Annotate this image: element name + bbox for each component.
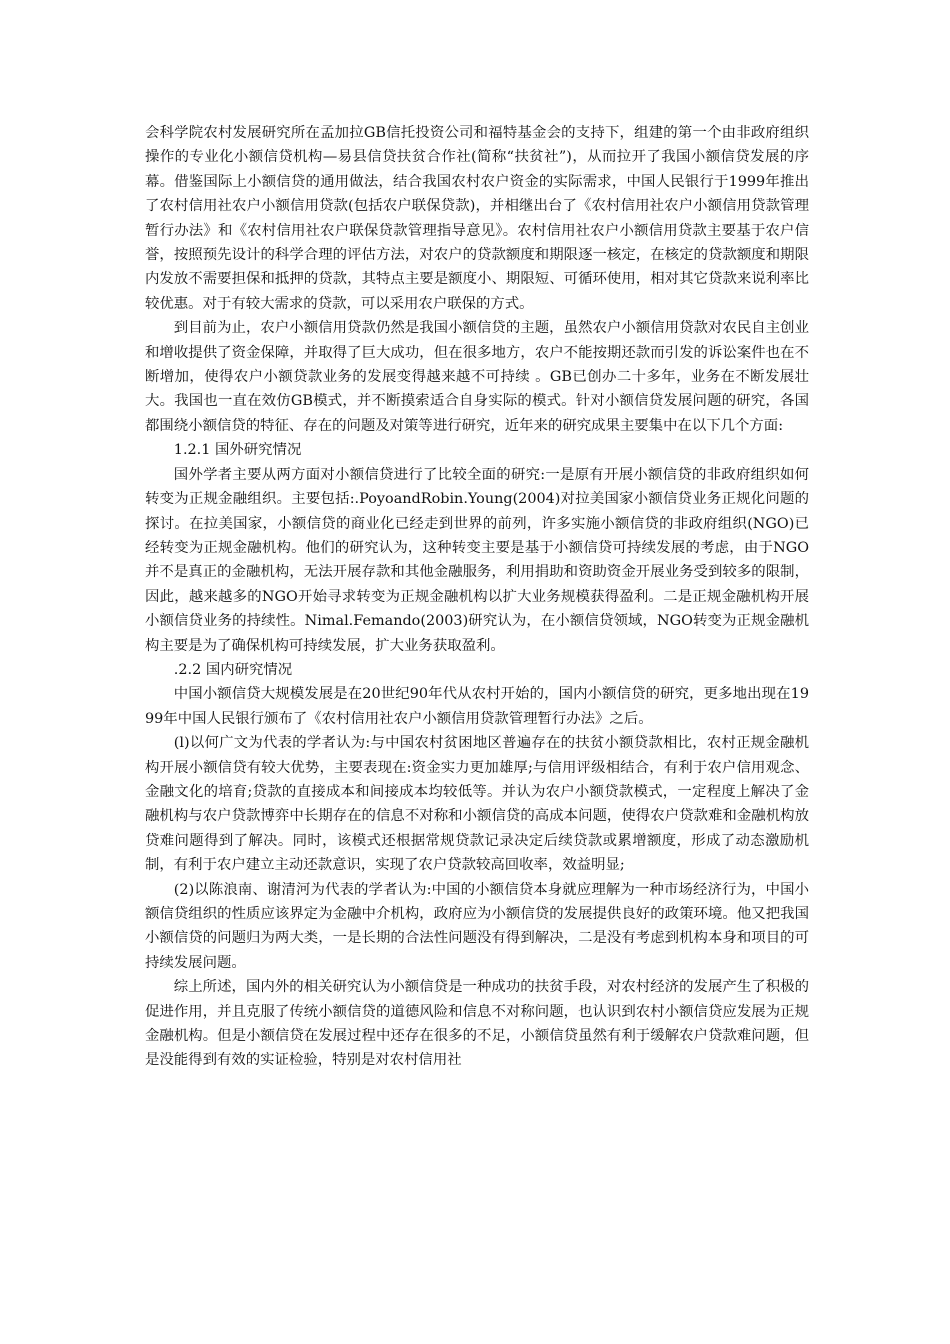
paragraph-foreign-research: 国外学者主要从两方面对小额信贷进行了比较全面的研究:一是原有开展小额信贷的非政府组织如何转变为正规金融组织。主要包括:.PoyoandRobin.Young(2004)对拉美国家小额信贷业务正规化问题的探讨。在拉美国家，小额信贷的商业化已经走到世界的前列，许多实施小额信贷的非政府组织(NGO)已经转变为正规金融机构。他们的研究认为，这种转变主要是基于小额信贷可持续发展的考虑，由于NGO并不是真正的金融机构，无法开展存款和其他金融服务，利用捐助和资助资金开展业务受到较多的限制，因此，越来越多的NGO开始寻求转变为正规金融机构以扩大业务规模获得盈利。二是正规金融机构开展小额信贷业务的持续性。Nimal.Femando(2003)研究认为，在小额信贷领域，NGO转变为正规金融机构主要是为了确保机构可持续发展，扩大业务获取盈利。	[145, 466, 809, 654]
paragraph-current-status: 到目前为止，农户小额信用贷款仍然是我国小额信贷的主题，虽然农户小额信用贷款对农民自主创业和增收提供了资金保障，并取得了巨大成功，但在很多地方，农户不能按期还款而引发的诉讼案件也在不断增加，使得农户小额贷款业务的发展变得越来越不可持续 。GB已创办二十多年，业务在不断发展壮大。我国也一直在效仿GB模式，并不断摸索适合自身实际的模式。针对小额信贷发展问题的研究，各国都围绕小额信贷的特征、存在的问题及对策等进行研究，近年来的研究成果主要集中在以下几个方面:	[145, 320, 809, 434]
section-heading-domestic-research: .2.2 国内研究情况	[173, 661, 293, 678]
paragraph-domestic-overview: 中国小额信贷大规模发展是在20世纪90年代从农村开始的，国内小额信贷的研究，更多地出现在1999年中国人民银行颁布了《农村信用社农户小额信用贷款管理暂行办法》之后。	[145, 686, 809, 727]
document-body	[145, 121, 809, 1073]
paragraph-summary: 综上所述，国内外的相关研究认为小额信贷是一种成功的扶贫手段，对农村经济的发展产生了积极的促进作用，并且克服了传统小额信贷的道德风险和信息不对称问题，也认识到农村小额信贷应发展为正规金融机构。但是小额信贷在发展过程中还存在很多的不足，小额信贷虽然有利于缓解农户贷款难问题，但是没能得到有效的实证检验，特别是对农村信用社	[145, 979, 809, 1069]
paragraph-view-1: (l)以何广文为代表的学者认为:与中国农村贫困地区普遍存在的扶贫小额贷款相比，农村正规金融机构开展小额信贷有较大优势，主要表现在:资金实力更加雄厚;与信用评级相结合，有利于农户信用观念、金融文化的培育;贷款的直接成本和间接成本均较低等。并认为农户小额贷款模式，一定程度上解决了金融机构与农户贷款博弈中长期存在的信息不对称和小额信贷的高成本问题，使得农户贷款难和金融机构放贷难问题得到了解决。同时，该模式还根据常规贷款记录决定后续贷款或累增额度，形成了动态激励机制，有利于农户建立主动还款意识，实现了农户贷款较高回收率，效益明显;	[145, 735, 809, 874]
section-heading-foreign-research: 1.2.1 国外研究情况	[173, 442, 302, 459]
paragraph-intro-continued: 会科学院农村发展研究所在孟加拉GB信托投资公司和福特基金会的支持下，组建的第一个由非政府组织操作的专业化小额信贷机构—易县信贷扶贫合作社(简称“扶贫社”)，从而拉开了我国小额信贷发展的序幕。借鉴国际上小额信贷的通用做法，结合我国农村农户资金的实际需求，中国人民银行于1999年推出了农村信用社农户小额信用贷款(包括农户联保贷款)，并相继出台了《农村信用社农户小额信用贷款管理暂行办法》和《农村信用社农户联保贷款管理指导意见》。农村信用社农户小额信用贷款主要基于农户信誉，按照预先设计的科学合理的评估方法，对农户的贷款额度和期限逐一核定，在核定的贷款额度和期限内发放不需要担保和抵押的贷款，其特点主要是额度小、期限短、可循环使用，相对其它贷款来说利率比较优惠。对于有较大需求的贷款，可以采用农户联保的方式。	[145, 125, 809, 312]
paragraph-view-2: (2)以陈浪南、谢清河为代表的学者认为:中国的小额信贷本身就应理解为一种市场经济行为，中国小额信贷组织的性质应该界定为金融中介机构，政府应为小额信贷的发展提供良好的政策环境。他又把我国小额信贷的问题归为两大类，一是长期的合法性问题没有得到解决，二是没有考虑到机构本身和项目的可持续发展问题。	[145, 881, 809, 971]
